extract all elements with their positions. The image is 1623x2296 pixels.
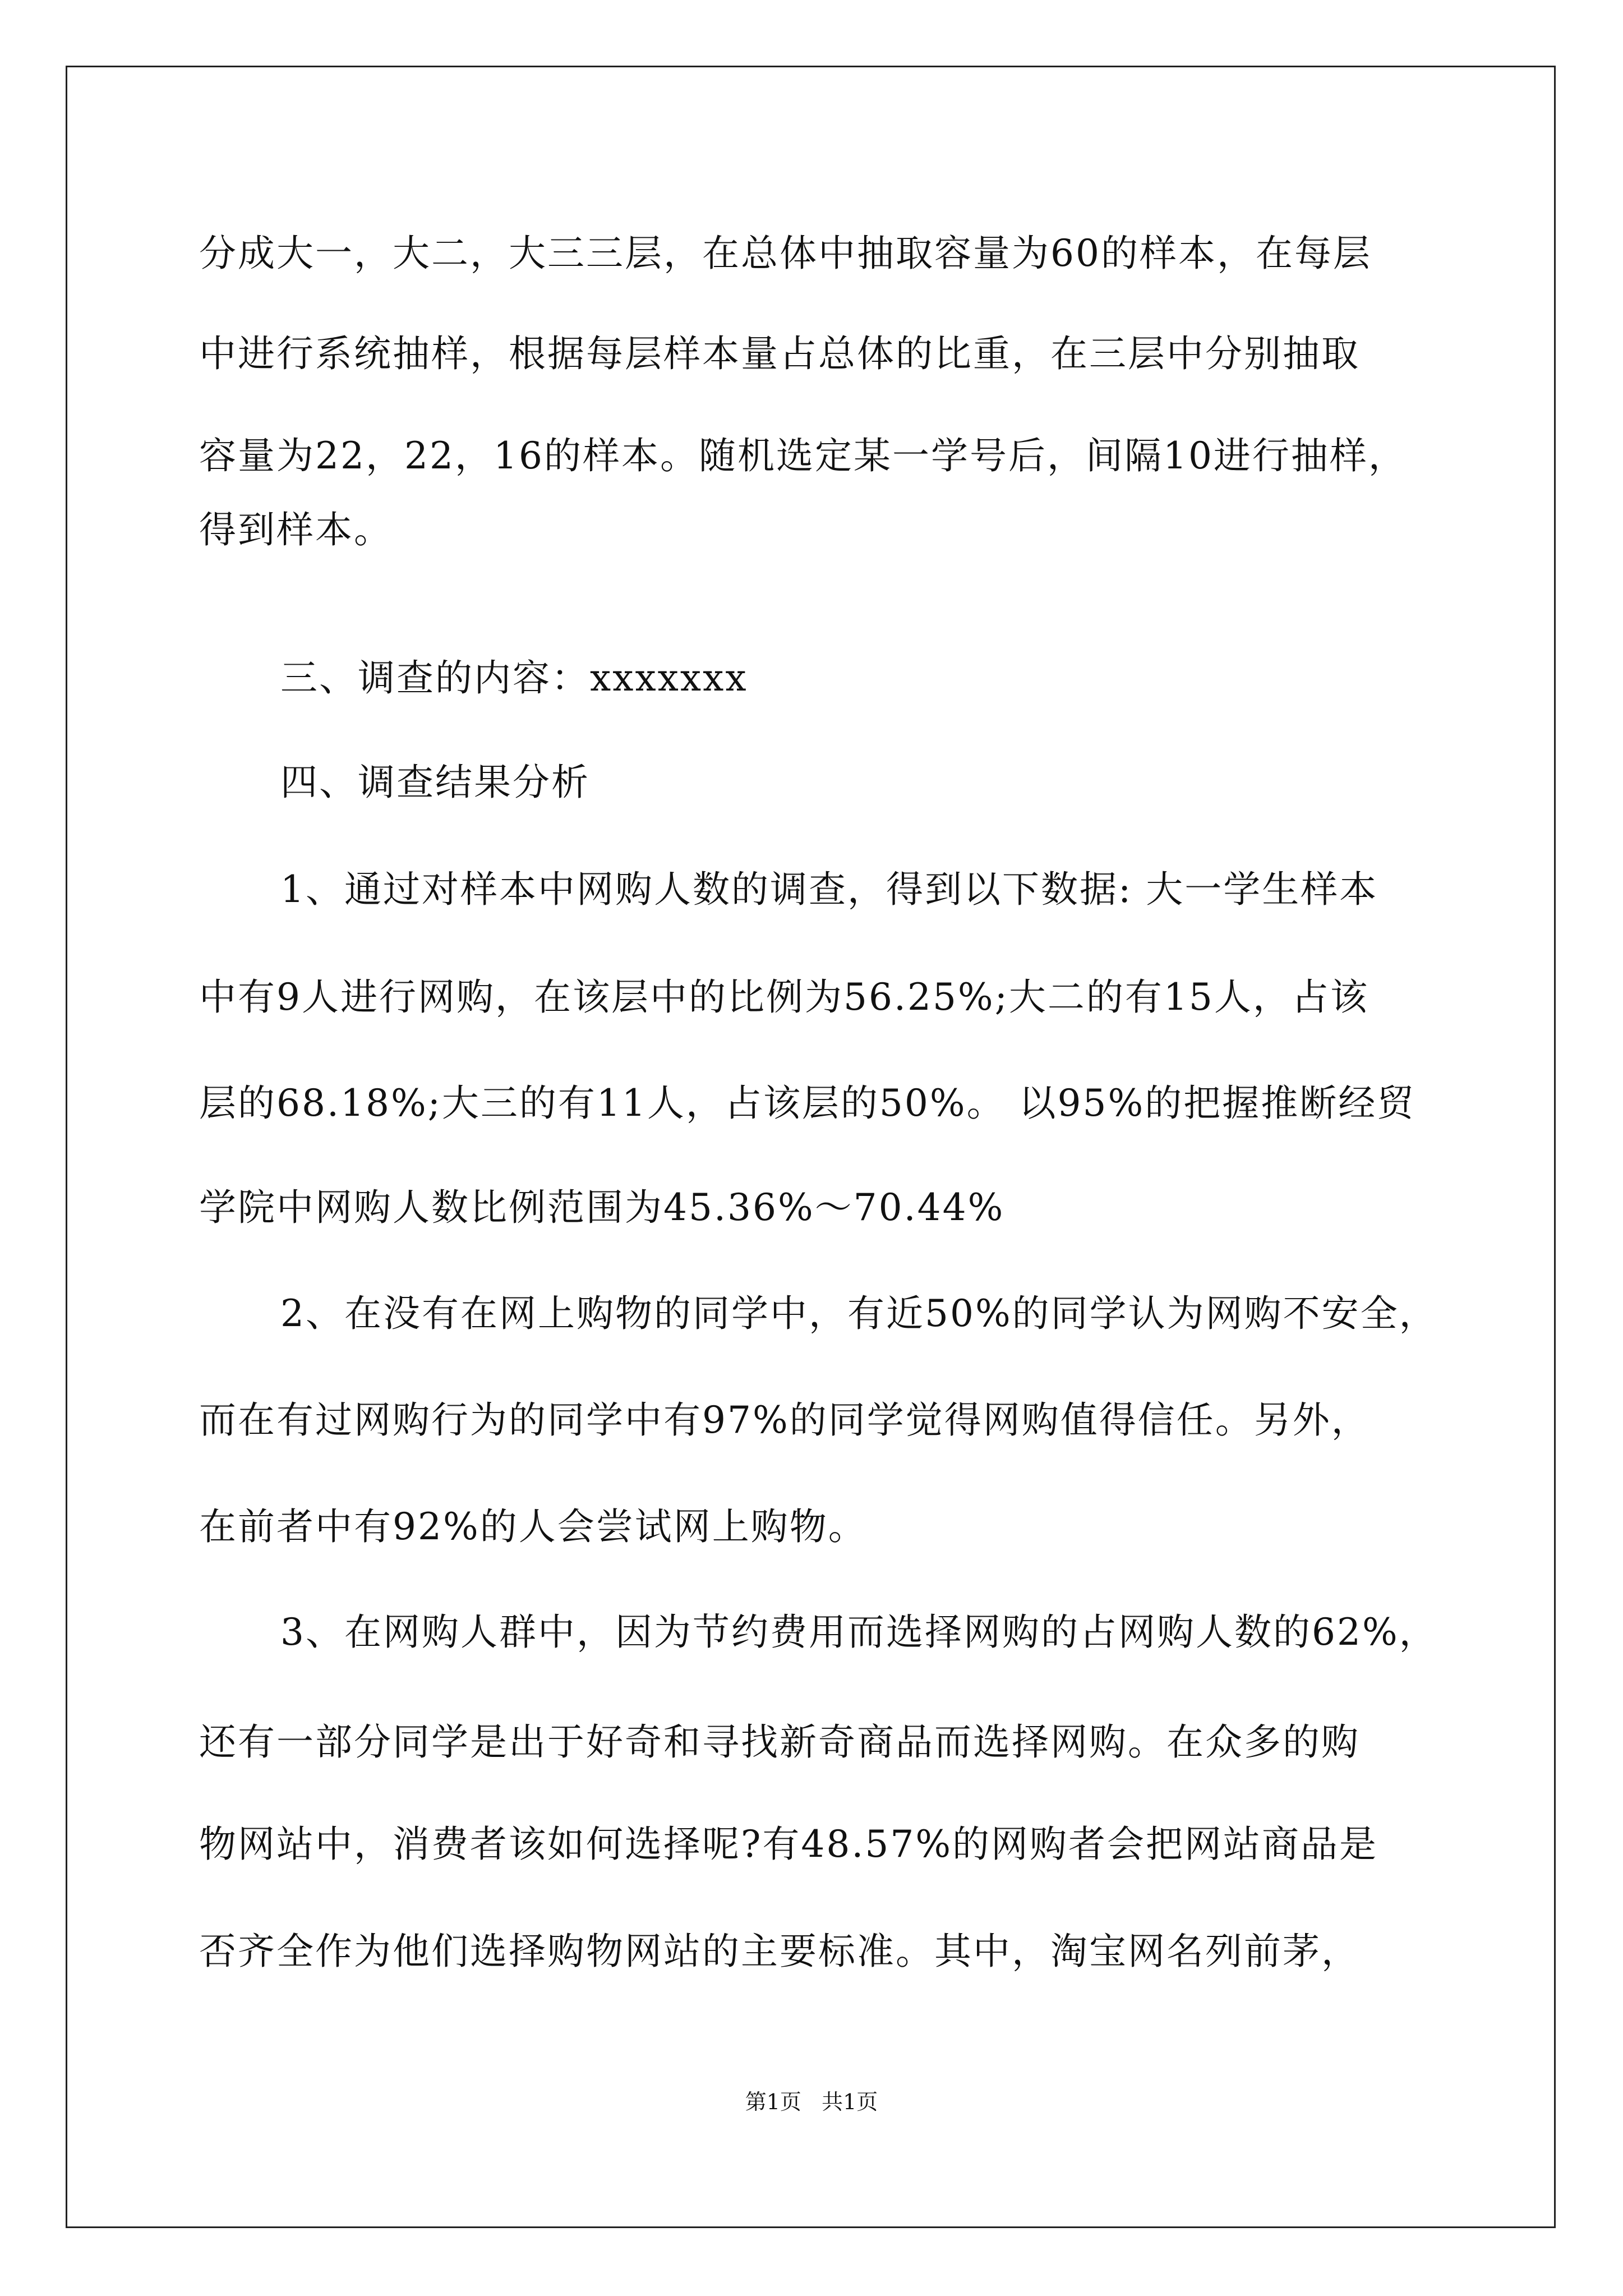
text-line: 1、通过对样本中网购人数的调查，得到以下数据: 大一学生样本 — [280, 868, 1378, 911]
page-border — [66, 66, 1556, 2228]
text-line: 学院中网购人数比例范围为45.36%～70.44% — [199, 1186, 1005, 1229]
page-footer: 第1页 共1页 — [745, 2090, 878, 2114]
text-line: 而在有过网购行为的同学中有97%的同学觉得网购值得信任。另外， — [199, 1398, 1370, 1442]
section-heading: 四、调查结果分析 — [280, 761, 590, 804]
text-line: 中进行系统抽样，根据每层样本量占总体的比重，在三层中分别抽取 — [199, 332, 1360, 375]
text-line: 3、在网购人群中，因为节约费用而选择网购的占网购人数的62%， — [280, 1611, 1438, 1654]
text-line: 还有一部分同学是出于好奇和寻找新奇商品而选择网购。在众多的购 — [199, 1720, 1360, 1764]
text-line: 分成大一，大二，大三三层，在总体中抽取容量为60的样本，在每层 — [199, 232, 1372, 275]
section-heading: 三、调查的内容：xxxxxxx — [280, 656, 748, 700]
text-line: 层的68.18%;大三的有11人，占该层的50%。 以95%的把握推断经贸 — [199, 1082, 1416, 1125]
text-line: 2、在没有在网上购物的同学中，有近50%的同学认为网购不安全， — [280, 1292, 1438, 1335]
text-line: 物网站中，消费者该如何选择呢?有48.57%的网购者会把网站商品是 — [199, 1823, 1378, 1866]
text-line: 否齐全作为他们选择购物网站的主要标准。其中，淘宝网名列前茅， — [199, 1930, 1360, 1973]
text-line: 中有9人进行网购，在该层中的比例为56.25%;大二的有15人，占该 — [199, 976, 1369, 1019]
text-line: 得到样本。 — [199, 508, 393, 551]
text-line: 容量为22，22，16的样本。随机选定某一学号后，间隔10进行抽样， — [199, 434, 1407, 477]
text-line: 在前者中有92%的人会尝试网上购物。 — [199, 1505, 867, 1548]
